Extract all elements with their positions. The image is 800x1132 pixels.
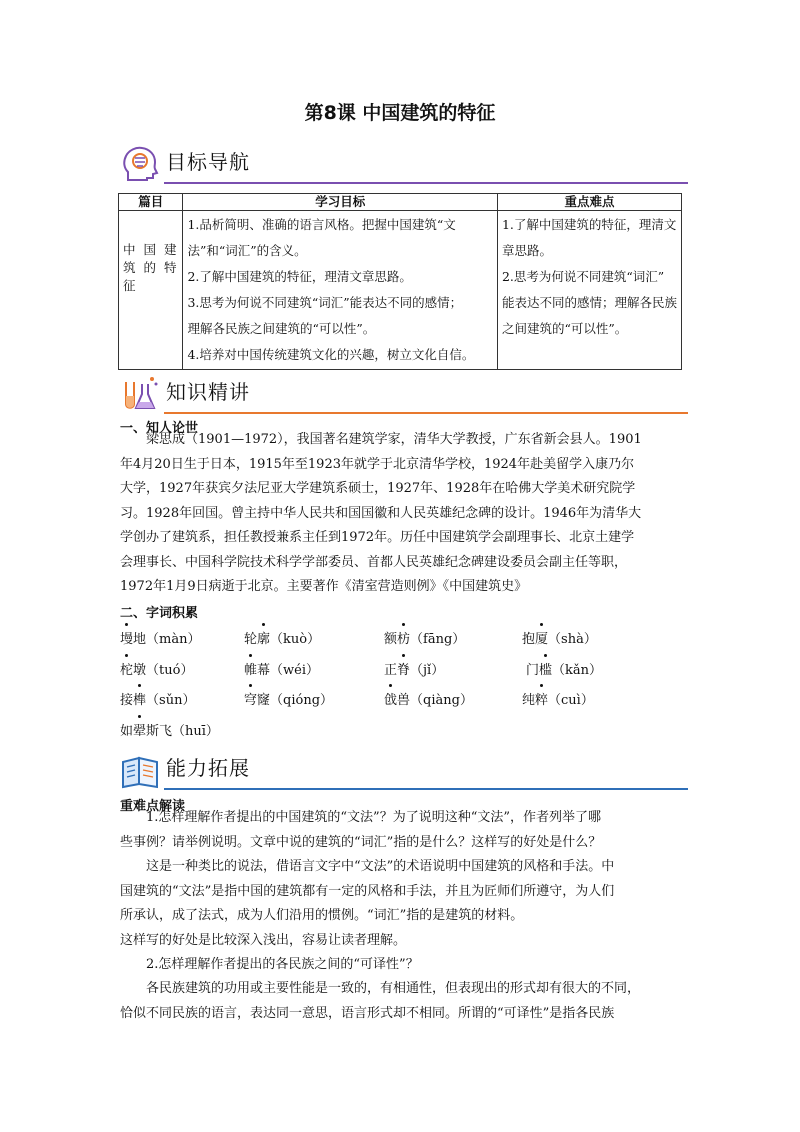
answer-line: 这样写的好处是比较深入浅出，容易让读者理解。: [120, 932, 407, 948]
section-knowledge-title: 知识精讲: [166, 380, 250, 404]
bio-line: 1972年1月9日病逝于北京。主要著作《清室营造则例》《中国建筑史》: [120, 579, 528, 594]
key-point-line: 能表达不同的感情；理解各民族: [501, 295, 677, 310]
section-divider: [164, 788, 688, 790]
vocab-item: 纯粹（cuì）: [522, 689, 594, 708]
key-points-cell: [497, 211, 681, 370]
vocab-item: 柁墩（tuó）: [120, 659, 193, 678]
section-ability-header: [120, 750, 688, 790]
bio-line: 会理事长、中国科学院技术科学学部委员、首都人民英雄纪念碑建设委员会副主任等职，: [120, 554, 628, 570]
vocab-item: 正脊（jǐ）: [384, 659, 444, 678]
key-point-line: 章思路。: [501, 243, 552, 258]
section-divider: [164, 412, 688, 414]
table-header: 篇目: [119, 194, 183, 211]
key-point-line: 2.思考为何说不同建筑“词汇”: [501, 269, 665, 284]
vocab-item: 戗兽（qiàng）: [384, 689, 473, 708]
answer-1: [120, 855, 686, 953]
subheading-author: 一、知人论世: [120, 421, 199, 436]
page-title: 第8课 中国建筑的特征: [304, 102, 496, 124]
vocab-item: 如翚斯飞（huī）: [120, 720, 219, 739]
objective-line: 法”和“词汇”的含义。: [187, 243, 307, 258]
open-book-icon: [120, 750, 160, 790]
objective-line: 4.培养对中国传统建筑文化的兴趣，树立文化自信。: [187, 347, 475, 362]
vocab-item: 墁地（màn）: [120, 628, 200, 647]
head-brain-icon: [120, 144, 160, 184]
answer-2: [120, 977, 686, 1026]
goals-table: [118, 193, 682, 370]
objective-line: 2.了解中国建筑的特征，理清文章思路。: [187, 269, 412, 284]
question-1: [120, 806, 686, 855]
lab-flask-icon: [120, 374, 160, 414]
answer-line: 这是一种类比的说法，借语言文字中“文法”的术语说明中国建筑的风格和手法。中: [146, 859, 615, 874]
answer-line: 恰似不同民族的语言，表达同一意思，语言形式却不相同。所谓的“可译性”是指各民族: [120, 1005, 615, 1021]
bio-line: 梁思成（1901—1972），我国著名建筑学家，清华大学教授，广东省新会县人。1901: [146, 432, 642, 447]
section-knowledge-header: [120, 374, 688, 414]
question-2: [120, 953, 686, 978]
vocab-item: 门槛（kǎn）: [526, 659, 602, 678]
vocab-item: 抱厦（shà）: [522, 628, 597, 647]
key-point-line: 1.了解中国建筑的特征，理清文: [501, 217, 677, 232]
answer-line: 所承认，成了法式，成为人们沿用的惯例。“词汇”指的是建筑的材料。: [120, 908, 524, 923]
article-name-line: 中 国 建: [123, 242, 179, 257]
key-point-line: 之间建筑的“可以性”。: [501, 321, 628, 336]
table-header: 学习目标: [183, 194, 498, 211]
section-ability-title: 能力拓展: [166, 756, 250, 780]
bio-line: 习。1928年回国。曾主持中华人民共和国国徽和人民英雄纪念碑的设计。1946年为清华大: [120, 505, 642, 521]
answer-line: 各民族建筑的功用或主要性能是一致的，有相通性，但表现出的形式却有很大的不同，: [146, 981, 641, 996]
vocab-item: 帷幕（wéi）: [244, 659, 319, 678]
section-divider: [164, 182, 688, 184]
objective-line: 1.品析简明、准确的语言风格。把握中国建筑“文: [187, 217, 456, 232]
section-goals-title: 目标导航: [166, 150, 250, 174]
objective-line: 理解各民族之间建筑的“可以性”。: [187, 321, 376, 336]
vocab-item: 轮廓（kuò）: [244, 628, 320, 647]
vocab-item: 穹窿（qióng）: [244, 689, 333, 708]
bio-line: 年4月20日生于日本，1915年至1923年就学于北京清华学校，1924年赴美留学入康乃尔: [120, 456, 635, 472]
table-header: 重点难点: [497, 194, 681, 211]
section-goals-header: [120, 144, 688, 184]
article-name-line: 征: [123, 278, 138, 293]
question-line: 1.怎样理解作者提出的中国建筑的“文法”？为了说明这种“文法”，作者列举了哪: [146, 810, 601, 825]
article-cell: [119, 211, 183, 370]
vocab-item: 额枋（fāng）: [384, 628, 465, 647]
question-line: 些事例？请举例说明。文章中说的建筑的“词汇”指的是什么？这样写的好处是什么？: [120, 834, 602, 850]
question-line: 2.怎样理解作者提出的各民族之间的“可译性”？: [146, 957, 419, 972]
author-bio: [120, 428, 686, 600]
subheading-key-points: 重难点解读: [120, 799, 186, 814]
bio-line: 大学，1927年获宾夕法尼亚大学建筑系硕士，1927年、1928年在哈佛大学美术研究院学: [120, 481, 636, 496]
answer-line: 国建筑的“文法”是指中国的建筑都有一定的风格和手法，并且为匠师们所遵守，为人们: [120, 883, 615, 899]
bio-line: 学创办了建筑系，担任教授兼系主任到1972年。历任中国建筑学会副理事长、北京土建学: [120, 530, 635, 545]
objective-line: 3.思考为何说不同建筑“词汇”能表达不同的感情；: [187, 295, 463, 310]
objectives-cell: [183, 211, 498, 370]
subheading-vocabulary: 二、字词积累: [120, 606, 199, 621]
vocab-item: 接榫（sǔn）: [120, 689, 195, 708]
article-name-line: 筑 的 特: [123, 260, 179, 275]
